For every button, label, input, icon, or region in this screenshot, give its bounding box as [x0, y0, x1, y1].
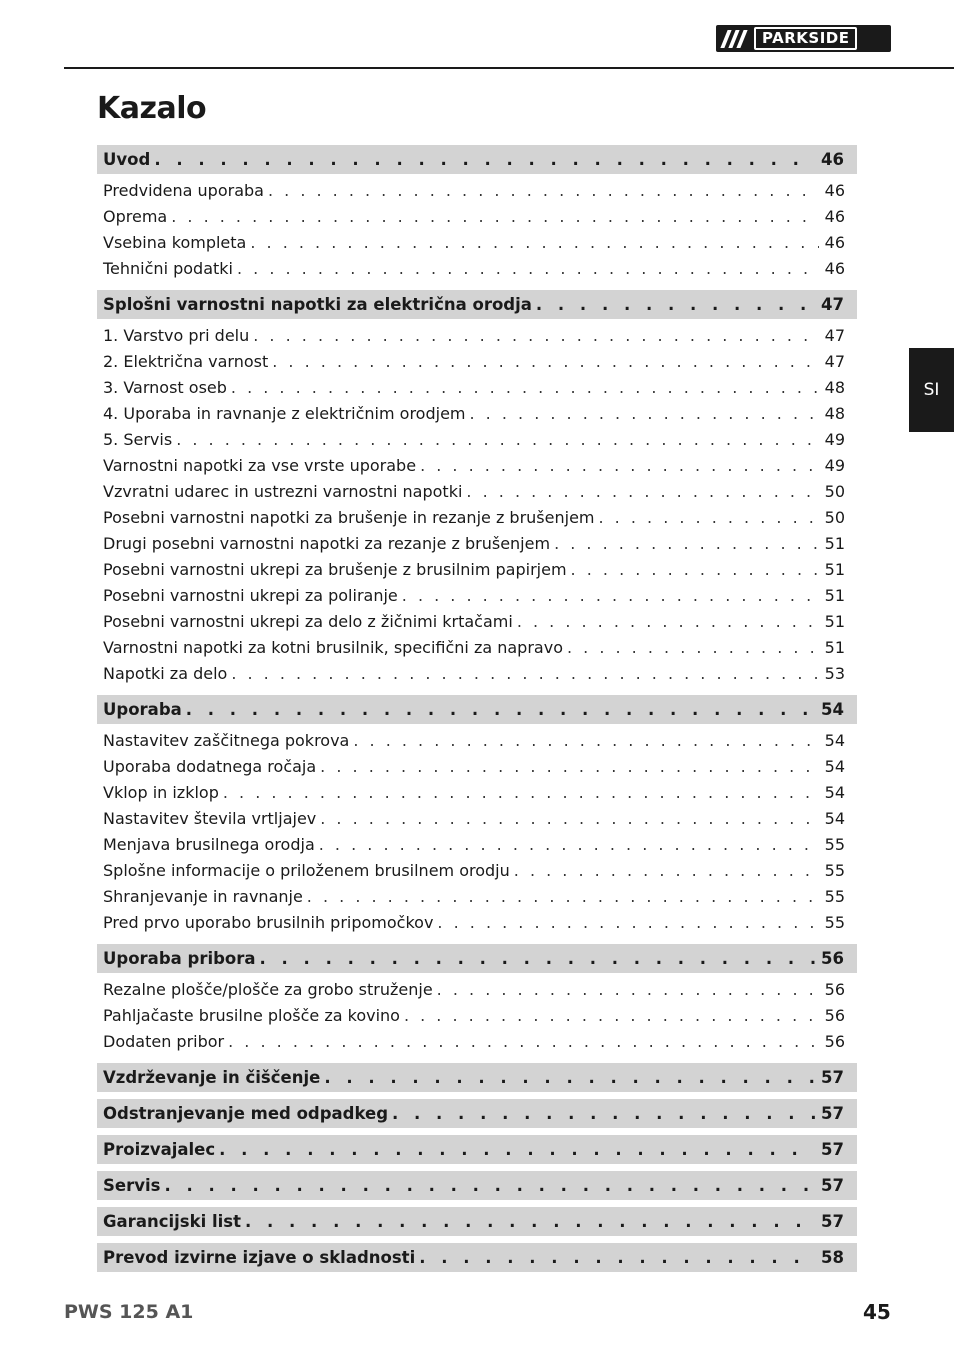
header-divider	[64, 67, 954, 69]
toc-item-page: 53	[824, 663, 845, 683]
toc-item-label: Shranjevanje in ravnanje	[103, 886, 303, 906]
toc-item-label: Pahljačaste brusilne plošče za kovino	[103, 1005, 400, 1025]
toc-item-page: 54	[824, 808, 845, 828]
toc-item-page: 55	[824, 886, 845, 906]
toc-item[interactable]	[97, 634, 857, 660]
toc-item[interactable]	[97, 1002, 857, 1028]
toc-section-heading[interactable]	[97, 1135, 857, 1164]
toc-section-title: Odstranjevanje med odpadkeg	[103, 1104, 389, 1123]
toc-item[interactable]	[97, 1028, 857, 1054]
toc-leader-dots	[228, 1032, 819, 1051]
toc-item-label: Pred prvo uporabo brusilnih pripomočkov	[103, 912, 434, 932]
toc-item[interactable]	[97, 556, 857, 582]
toc-item[interactable]	[97, 753, 857, 779]
toc-section	[97, 1135, 857, 1164]
toc-section-page: 56	[821, 949, 844, 968]
language-tab	[909, 348, 954, 432]
toc-leader-dots	[517, 612, 819, 631]
toc-item-label: Posebni varnostni ukrepi za brušenje z brusilnim papirjem	[103, 559, 567, 579]
toc-section-heading[interactable]	[97, 1171, 857, 1200]
toc-item-page: 51	[824, 637, 845, 657]
toc-item-label: Nastavitev števila vrtljajev	[103, 808, 317, 828]
toc-leader-dots	[437, 913, 818, 932]
toc-leader-dots	[402, 586, 819, 605]
toc-section-page: 57	[821, 1068, 844, 1087]
toc-item-page: 46	[824, 258, 845, 278]
toc-item[interactable]	[97, 374, 857, 400]
toc-section-page: 54	[821, 700, 844, 719]
toc-item-label: Menjava brusilnega orodja	[103, 834, 315, 854]
parkside-logo	[716, 25, 891, 52]
toc-section-heading[interactable]	[97, 695, 857, 724]
toc-item-label: Napotki za delo	[103, 663, 228, 683]
toc-item[interactable]	[97, 608, 857, 634]
toc-section	[97, 290, 857, 688]
page-title: Kazalo	[97, 91, 207, 126]
toc-item-page: 47	[824, 351, 845, 371]
toc-section-title: Proizvajalec	[103, 1140, 216, 1159]
table-of-contents	[97, 145, 857, 1272]
toc-leader-dots	[154, 150, 815, 169]
toc-leader-dots	[599, 508, 819, 527]
toc-item[interactable]	[97, 478, 857, 504]
toc-section-title: Prevod izvirne izjave o skladnosti	[103, 1248, 416, 1267]
toc-item[interactable]	[97, 805, 857, 831]
toc-item-label: Posebni varnostni napotki za brušenje in rezanje z brušenjem	[103, 507, 595, 527]
toc-item[interactable]	[97, 322, 857, 348]
toc-section-title: Servis	[103, 1176, 161, 1195]
toc-section-page: 57	[821, 1212, 844, 1231]
toc-leader-dots	[514, 861, 819, 880]
toc-leader-dots	[237, 259, 819, 278]
toc-section	[97, 1207, 857, 1236]
toc-leader-dots	[231, 664, 818, 683]
toc-item[interactable]	[97, 426, 857, 452]
toc-item-page: 51	[824, 585, 845, 605]
toc-leader-dots	[171, 207, 818, 226]
toc-leader-dots	[245, 1212, 815, 1231]
toc-section-title: Uporaba pribora	[103, 949, 256, 968]
toc-section-page: 57	[821, 1104, 844, 1123]
toc-item[interactable]	[97, 779, 857, 805]
toc-item-label: Tehnični podatki	[103, 258, 233, 278]
toc-leader-dots	[554, 534, 819, 553]
toc-item-label: 1. Varstvo pri delu	[103, 325, 250, 345]
toc-item-page: 50	[824, 481, 845, 501]
toc-leader-dots	[260, 949, 816, 968]
toc-section-heading[interactable]	[97, 145, 857, 174]
toc-section-title: Uporaba	[103, 700, 182, 719]
toc-item[interactable]	[97, 177, 857, 203]
toc-item-label: Dodaten pribor	[103, 1031, 225, 1051]
toc-item-page: 48	[824, 377, 845, 397]
toc-section-page: 58	[821, 1248, 844, 1267]
toc-item-label: 5. Servis	[103, 429, 173, 449]
toc-item-label: Splošne informacije o priloženem brusilnem orodju	[103, 860, 510, 880]
toc-section-page: 46	[821, 150, 844, 169]
toc-item[interactable]	[97, 530, 857, 556]
toc-item-page: 54	[824, 730, 845, 750]
toc-item-list	[97, 319, 857, 688]
toc-item-page: 47	[824, 325, 845, 345]
toc-item[interactable]	[97, 857, 857, 883]
toc-leader-dots	[320, 809, 818, 828]
toc-item-label: Varnostni napotki za kotni brusilnik, specifični za napravo	[103, 637, 563, 657]
toc-section-title: Garancijski list	[103, 1212, 242, 1231]
toc-leader-dots	[219, 1140, 815, 1159]
toc-leader-dots	[176, 430, 818, 449]
toc-item-page: 54	[824, 756, 845, 776]
toc-item-label: Drugi posebni varnostni napotki za rezanje z brušenjem	[103, 533, 551, 553]
toc-section	[97, 1243, 857, 1272]
toc-item[interactable]	[97, 976, 857, 1002]
toc-item-label: Predvidena uporaba	[103, 180, 264, 200]
footer-page-number: 45	[863, 1300, 891, 1324]
logo-slashes-icon	[724, 30, 744, 48]
toc-item[interactable]	[97, 909, 857, 935]
toc-leader-dots	[186, 700, 815, 719]
toc-item-page: 56	[824, 1031, 845, 1051]
toc-item[interactable]	[97, 660, 857, 686]
toc-item-label: Oprema	[103, 206, 168, 226]
toc-item-label: Posebni varnostni ukrepi za delo z žičnimi krtačami	[103, 611, 513, 631]
toc-leader-dots	[571, 560, 819, 579]
toc-item[interactable]	[97, 504, 857, 530]
toc-leader-dots	[320, 757, 818, 776]
toc-section-page: 47	[821, 295, 844, 314]
toc-item-label: Posebni varnostni ukrepi za poliranje	[103, 585, 398, 605]
toc-section-heading[interactable]	[97, 944, 857, 973]
toc-item-page: 46	[824, 180, 845, 200]
toc-item[interactable]	[97, 452, 857, 478]
toc-leader-dots	[437, 980, 819, 999]
toc-section-page: 57	[821, 1140, 844, 1159]
toc-leader-dots	[567, 638, 819, 657]
toc-item[interactable]	[97, 883, 857, 909]
toc-item-page: 46	[824, 232, 845, 252]
toc-section-page: 57	[821, 1176, 844, 1195]
toc-item[interactable]	[97, 400, 857, 426]
toc-section	[97, 1063, 857, 1092]
toc-section-title: Splošni varnostni napotki za električna orodja	[103, 295, 532, 314]
toc-item-label: 2. Električna varnost	[103, 351, 269, 371]
toc-item[interactable]	[97, 727, 857, 753]
toc-leader-dots	[319, 835, 819, 854]
toc-section-title: Vzdrževanje in čiščenje	[103, 1068, 321, 1087]
toc-item[interactable]	[97, 348, 857, 374]
toc-leader-dots	[164, 1176, 815, 1195]
toc-item-label: Vklop in izklop	[103, 782, 219, 802]
toc-item-label: 3. Varnost oseb	[103, 377, 227, 397]
toc-section	[97, 145, 857, 283]
toc-leader-dots	[223, 783, 819, 802]
toc-item-page: 54	[824, 782, 845, 802]
toc-leader-dots	[231, 378, 819, 397]
toc-leader-dots	[253, 326, 818, 345]
toc-section-title: Uvod	[103, 150, 151, 169]
toc-item-page: 56	[824, 1005, 845, 1025]
toc-item-label: Vsebina kompleta	[103, 232, 247, 252]
brand-name: PARKSIDE	[754, 27, 857, 50]
toc-section-heading[interactable]	[97, 1099, 857, 1128]
toc-section	[97, 1099, 857, 1128]
toc-section	[97, 695, 857, 937]
toc-item[interactable]	[97, 229, 857, 255]
toc-item[interactable]	[97, 255, 857, 281]
toc-leader-dots	[404, 1006, 819, 1025]
toc-leader-dots	[268, 181, 819, 200]
toc-item-list	[97, 724, 857, 937]
toc-item-label: Uporaba dodatnega ročaja	[103, 756, 317, 776]
toc-item-page: 55	[824, 834, 845, 854]
toc-leader-dots	[324, 1068, 815, 1087]
toc-leader-dots	[466, 482, 818, 501]
toc-section-heading[interactable]	[97, 1243, 857, 1272]
toc-item-page: 51	[824, 533, 845, 553]
toc-item-label: Rezalne plošče/plošče za grobo struženje	[103, 979, 433, 999]
toc-item[interactable]	[97, 831, 857, 857]
toc-leader-dots	[419, 1248, 815, 1267]
toc-leader-dots	[250, 233, 818, 252]
toc-item[interactable]	[97, 582, 857, 608]
toc-item-page: 49	[824, 455, 845, 475]
toc-section-heading[interactable]	[97, 1063, 857, 1092]
toc-leader-dots	[307, 887, 819, 906]
toc-item-label: Nastavitev zaščitnega pokrova	[103, 730, 350, 750]
toc-leader-dots	[536, 295, 815, 314]
toc-item-page: 55	[824, 912, 845, 932]
toc-item-label: Vzvratni udarec in ustrezni varnostni napotki	[103, 481, 463, 501]
toc-leader-dots	[392, 1104, 815, 1123]
toc-item-page: 48	[824, 403, 845, 423]
footer-model: PWS 125 A1	[64, 1301, 194, 1323]
toc-leader-dots	[420, 456, 819, 475]
toc-item-page: 51	[824, 559, 845, 579]
toc-item-list	[97, 973, 857, 1056]
toc-item-list	[97, 174, 857, 283]
toc-leader-dots	[272, 352, 818, 371]
toc-item[interactable]	[97, 203, 857, 229]
toc-leader-dots	[353, 731, 818, 750]
toc-item-label: 4. Uporaba in ravnanje z električnim orodjem	[103, 403, 466, 423]
toc-item-page: 50	[824, 507, 845, 527]
toc-item-page: 46	[824, 206, 845, 226]
toc-item-page: 56	[824, 979, 845, 999]
toc-leader-dots	[470, 404, 819, 423]
language-tab-label: SI	[923, 380, 940, 400]
toc-item-page: 49	[824, 429, 845, 449]
toc-section	[97, 1171, 857, 1200]
toc-section-heading[interactable]	[97, 290, 857, 319]
toc-item-page: 51	[824, 611, 845, 631]
toc-item-page: 55	[824, 860, 845, 880]
toc-item-label: Varnostni napotki za vse vrste uporabe	[103, 455, 417, 475]
toc-section	[97, 944, 857, 1056]
toc-section-heading[interactable]	[97, 1207, 857, 1236]
